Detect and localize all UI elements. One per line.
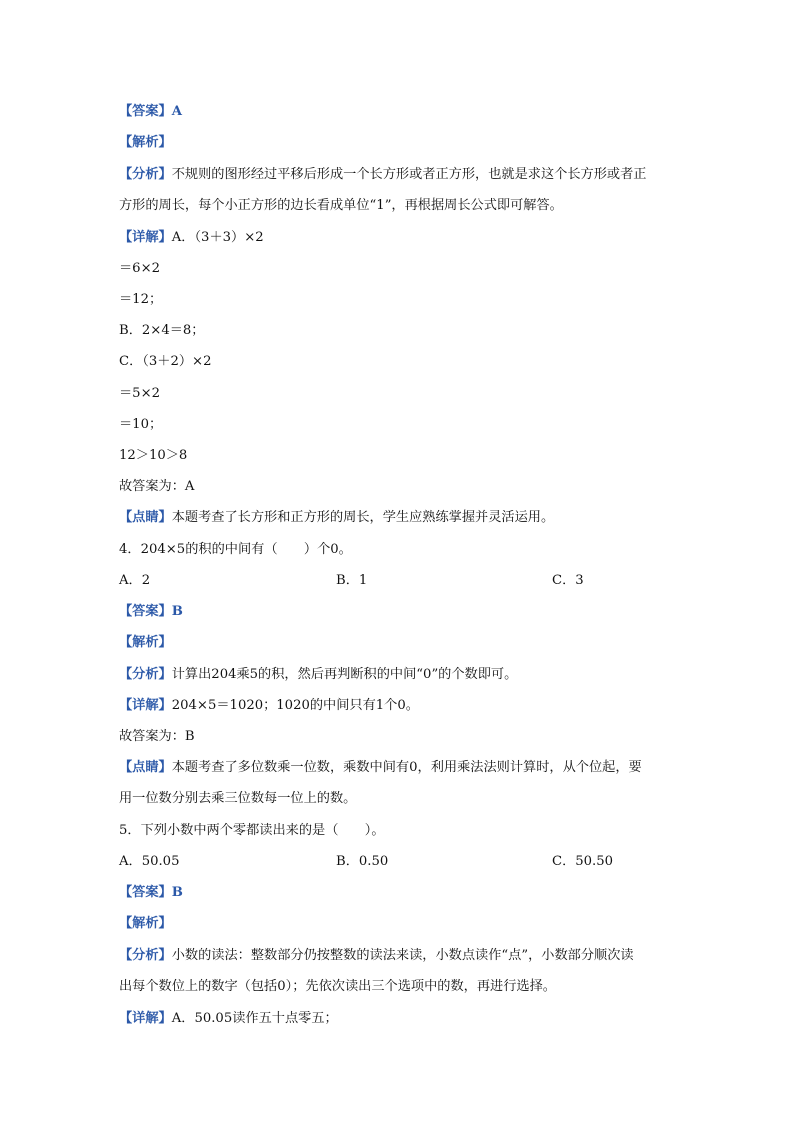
fenxi-paragraph [119,946,634,966]
answer-label: 【答案】B [119,885,183,900]
conclusion-text: 故答案为：A [119,479,195,494]
calc-line: ＝10； [119,417,163,432]
xiangjie-tag: 【详解】 [119,230,172,245]
fenxi-text-continued: 出每个数位上的数字（包括0）；先依次读出三个选项中的数，再进行选择。 [119,979,556,994]
fenxi-tag: 【分析】 [119,948,172,963]
question-4: 4．204×5的积的中间有（ ）个0。 [119,542,352,557]
calc-line: ＝12； [119,292,163,307]
xiangjie-paragraph [119,1009,338,1029]
question-4-option-b: B．1 [336,573,368,588]
xiangjie-text: 204×5＝1020；1020的中间只有1个0。 [171,698,419,713]
question-4-option-c: C．3 [552,573,584,588]
fenxi-tag: 【分析】 [119,167,172,182]
calc-line: ＝6×2 [119,261,161,276]
calc-line: 12＞10＞8 [119,448,188,463]
fenxi-text: 小数的读法：整数部分仍按整数的读法来读，小数点读作“点”，小数部分顺次读 [171,948,634,963]
fenxi-text: 计算出204乘5的积，然后再判断积的中间“0”的个数即可。 [171,667,518,682]
xiangjie-paragraph [119,696,419,716]
dianjing-tag: 【点睛】 [119,510,172,525]
analysis-heading: 【解析】 [119,916,172,931]
dianjing-tag: 【点睛】 [119,760,172,775]
fenxi-paragraph [119,665,517,685]
analysis-heading: 【解析】 [119,635,172,650]
dianjing-text-continued: 用一位数分别去乘三位数每一位上的数。 [119,791,357,806]
fenxi-paragraph [119,165,647,185]
question-5: 5．下列小数中两个零都读出来的是（ ）。 [119,823,385,838]
analysis-heading: 【解析】 [119,135,172,150]
question-5-option-a: A．50.05 [119,854,180,869]
xiangjie-tag: 【详解】 [119,698,172,713]
answer-label: 【答案】A [119,104,182,119]
calc-line: ＝5×2 [119,386,161,401]
fenxi-text: 不规则的图形经过平移后形成一个长方形或者正方形，也就是求这个长方形或者正 [171,167,647,182]
fenxi-text-continued: 方形的周长，每个小正方形的边长看成单位“1”，再根据周长公式即可解答。 [119,198,563,213]
xiangjie-tag: 【详解】 [119,1011,172,1026]
xiangjie-text: A．（3＋3）×2 [171,230,264,245]
calc-line: B．2×4＝8； [119,323,205,338]
calc-line: C．（3＋2）×2 [119,354,212,369]
question-5-option-b: B．0.50 [336,854,389,869]
conclusion-text: 故答案为：B [119,729,195,744]
xiangjie-text: A．50.05读作五十点零五； [171,1011,338,1026]
dianjing-paragraph [119,758,642,778]
dianjing-paragraph [119,508,554,528]
question-5-option-c: C．50.50 [552,854,614,869]
dianjing-text: 本题考查了多位数乘一位数，乘数中间有0，利用乘法法则计算时，从个位起，要 [171,760,642,775]
question-4-option-a: A．2 [119,573,151,588]
xiangjie-paragraph [119,228,264,248]
answer-label: 【答案】B [119,604,183,619]
dianjing-text: 本题考查了长方形和正方形的周长，学生应熟练掌握并灵活运用。 [171,510,555,525]
fenxi-tag: 【分析】 [119,667,172,682]
